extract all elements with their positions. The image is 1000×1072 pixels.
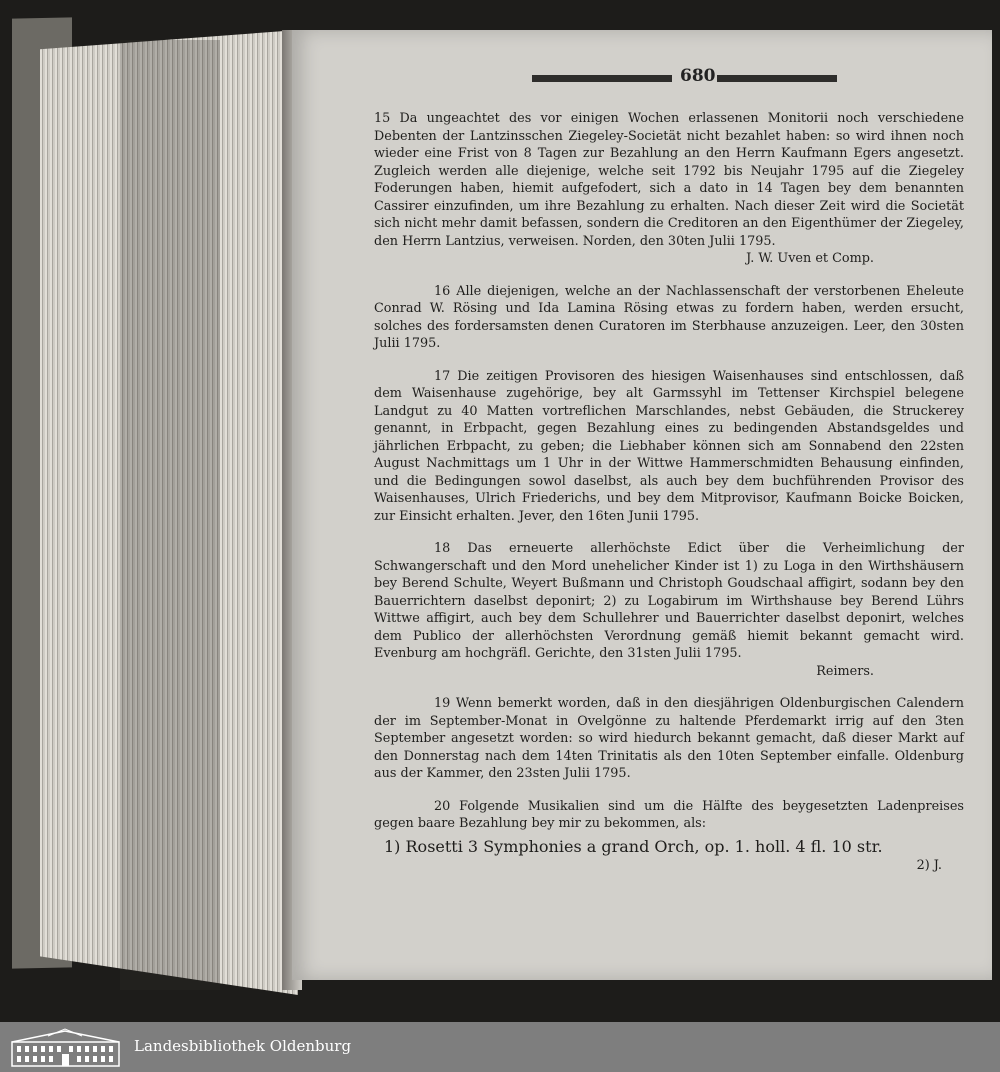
header-rule-right xyxy=(717,75,837,82)
page-body xyxy=(374,110,964,874)
notice-15: 15 Da ungeachtet des vor einigen Wochen erlassenen Monitorii noch verschiedene Debenten der Lantzinsschen Ziegeley-Societät nicht bezahlet haben: so wird ihnen noch wieder eine Frist von 8 Tagen zur Bezahlung an den Herrn Kaufmann Egers angesetzt. Zugleich werden alle diejenige, welche seit 1792 bis Neujahr 1795 auf die Ziegeley Foderungen haben, hiemit aufgefodert, sich a dato in 14 Tagen bey dem benannten Cassirer einzufinden, um ihre Bezahlung zu erhalten. Nach dieser Zeit wird die Societät sich nicht mehr damit befassen, sondern die Creditoren an den Eigenthümer der Ziegeley, den Herrn Lantzius, verweisen. Norden, den 30ten Julii 1795. xyxy=(374,111,964,249)
catchword: 2) J. xyxy=(916,857,942,873)
page-block-shadow xyxy=(120,40,220,990)
page-header xyxy=(532,66,952,88)
signature-15: J. W. Uven et Comp. xyxy=(746,251,874,266)
notice-19: 19 Wenn bemerkt worden, daß in den diesjährigen Oldenburgischen Calendern der im September-Monat in Ovelgönne zu haltende Pferdemarkt irrig auf den 3ten September angesetzt worden: so wird hiedurch bekannt gemacht, daß dieser Markt auf den Donnerstag nach dem 14ten Trinitatis als den 10ten September einfalle. Oldenburg aus der Kammer, den 23sten Julii 1795. xyxy=(374,696,964,781)
signature-18: Reimers. xyxy=(816,663,874,679)
library-footer xyxy=(0,1022,1000,1072)
notice-20: 20 Folgende Musikalien sind um die Hälfte des beygesetzten Ladenpreises gegen baare Bezahlung bey mir zu bekommen, als: xyxy=(374,798,964,831)
header-rule-left xyxy=(532,75,672,82)
library-building-logo xyxy=(8,1028,123,1068)
page-number: 680 xyxy=(680,66,716,86)
notice-17: 17 Die zeitigen Provisoren des hiesigen Waisenhauses sind entschlossen, daß dem Waisenhause zugehörige, bey alt Garmssyhl im Tettenser Kirchspiel belegene Landgut zu 40 Matten vortreflichen Marschlandes, nebst Gebäuden, die Struckerey genannt, in Erbpacht, gegen Bezahlung eines zu bedingenden Abstandsgeldes und jährlichen Erbpacht, zu geben; die Liebhaber können sich am Sonnabend den 22sten August Nachmittags um 1 Uhr in der Wittwe Hammerschmidten Behausung einfinden, und die Bedingungen sowol daselbst, als auch bey dem buchführenden Provisor des Waisenhauses, Ulrich Friederichs, und bey dem Mitprovisor, Kaufmann Boicke Boicken, zur Einsicht erhalten. Jever, den 16ten Junii 1795. xyxy=(374,368,964,524)
book-page xyxy=(292,30,992,980)
notice-16: 16 Alle diejenigen, welche an der Nachlassenschaft der verstorbenen Eheleute Conrad W. Rösing und Ida Lamina Rösing etwas zu fordern haben, werden ersucht, solches des fordersamsten denen Curatoren im Sterbhause anzuzeigen. Leer, den 30sten Julii 1795. xyxy=(374,283,964,351)
library-name: Landesbibliothek Oldenburg xyxy=(134,1037,352,1055)
notice-18: 18 Das erneuerte allerhöchste Edict über die Verheimlichung der Schwangerschaft und den Mord unehelicher Kinder ist 1) zu Loga in den Wirthshäusern bey Berend Schulte, Weyert Bußmann und Christoph Goudschaal affigirt, sodann bey den Bauerrichtern daselbst deponirt; 2) zu Logabirum im Wirthshause bey Berend Lührs Wittwe affigirt, auch bey dem Schullehrer und Bauerrichter daselbst deponirt, welches dem Publico der allerhöchsten Verordnung gemäß hiemit bekannt gemacht wird. Evenburg am hochgräfl. Gerichte, den 31sten Julii 1795. xyxy=(374,541,964,661)
music-item-1: 1) Rosetti 3 Symphonies a grand Orch, op. 1. holl. 4 fl. 10 str. xyxy=(384,836,883,856)
